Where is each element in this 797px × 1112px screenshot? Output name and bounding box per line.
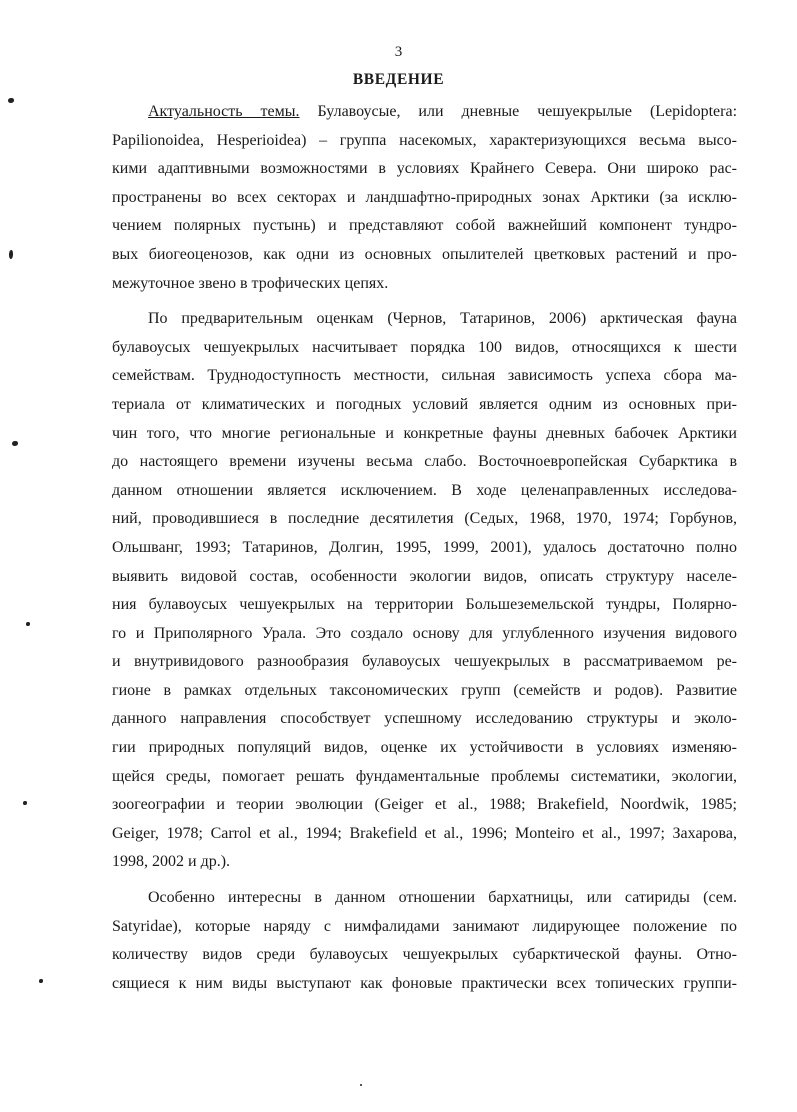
body-text <box>112 98 737 998</box>
paragraph-line: териала от климатических и погодных условий является одним из основных при- <box>112 395 737 413</box>
paragraph-line: Особенно интересны в данном отношении бархатницы, или сатириды (сем. <box>148 889 737 907</box>
paragraph-line: гионе в рамках отдельных таксономических групп (семейств и родов). Развитие <box>112 681 737 699</box>
paragraph-line: Geiger, 1978; Carrol et al., 1994; Brakefield et al., 1996; Monteiro et al., 1997; Захарова, <box>112 824 737 842</box>
paragraph-line: сящиеся к ним виды выступают как фоновые практически всех топических группи- <box>112 974 737 992</box>
topic-label: Актуальность темы. <box>148 103 300 120</box>
scan-mark <box>8 98 14 103</box>
paragraph-line: По предварительным оценкам (Чернов, Татаринов, 2006) арктическая фауна <box>148 310 737 328</box>
paragraph-line: Papilionoidea, Hesperioidea) – группа насекомых, характеризующихся весьма высо- <box>112 131 737 149</box>
paragraph-line: Актуальность темы. Булавоусые, или дневные чешуекрылые (Lepidoptera: <box>148 103 738 120</box>
scan-dot <box>360 1084 362 1086</box>
paragraph-line: булавоусых чешуекрылых насчитывает порядка 100 видов, относящихся к шести <box>112 338 737 356</box>
paragraph-line: количеству видов среди булавоусых чешуекрылых субарктической фауны. Отно- <box>112 946 737 964</box>
paragraph-line: зоогеографии и теории эволюции (Geiger et al., 1988; Brakefield, Noordwik, 1985; <box>112 796 737 814</box>
scan-mark <box>9 250 13 259</box>
scan-mark <box>12 441 18 446</box>
paragraph-line: и внутривидового разнообразия булавоусых чешуекрылых в рассматриваемом ре- <box>112 653 737 671</box>
paragraph-line: межуточное звено в трофических цепях. <box>112 274 389 292</box>
paragraph-line: ния булавоусых чешуекрылых на территории Большеземельской тундры, Полярно- <box>112 596 737 614</box>
paragraph-1 <box>112 98 737 298</box>
paragraph-line: пространены во всех секторах и ландшафтно-природных зонах Арктики (за исклю- <box>112 188 737 206</box>
scan-mark <box>39 979 43 983</box>
paragraph-line: щейся среды, помогает решать фундаментальные проблемы систематики, экологии, <box>112 767 737 785</box>
scan-mark <box>26 622 30 626</box>
paragraph-line: данном отношении является исключением. В ходе целенаправленных исследова- <box>112 481 737 499</box>
paragraph-3 <box>112 884 737 998</box>
paragraph-line: Satyridae), которые наряду с нимфалидами занимают лидирующее положение по <box>112 917 737 935</box>
paragraph-line: гии природных популяций видов, оценке их устойчивости в условиях изменяю- <box>112 739 737 757</box>
section-heading: ВВЕДЕНИЕ <box>352 71 445 88</box>
scan-mark <box>23 801 27 805</box>
paragraph-line: семействам. Труднодоступность местности, сильная зависимость успеха сбора ма- <box>112 367 737 385</box>
paragraph-line: выявить видовой состав, особенности экологии видов, описать структуру населе- <box>112 567 737 585</box>
paragraph-line: ний, проводившиеся в последние десятилетия (Седых, 1968, 1970, 1974; Горбунов, <box>112 510 737 528</box>
paragraph-line: чением полярных пустынь) и представляют собой важнейший компонент тундро- <box>112 217 737 235</box>
paragraph-line: го и Приполярного Урала. Это создало основу для углубленного изучения видового <box>112 624 737 642</box>
paragraph-line: чин того, что многие региональные и конкретные фауны дневных бабочек Арктики <box>112 424 737 442</box>
paragraph-line: вых биогеоценозов, как одни из основных опылителей цветковых растений и про- <box>112 245 737 263</box>
paragraph-line: кими адаптивными возможностями в условиях Крайнего Севера. Они широко рас- <box>112 160 737 178</box>
page-number: 3 <box>394 44 403 60</box>
paragraph-line: 1998, 2002 и др.). <box>112 853 231 871</box>
paragraph-line: Ольшванг, 1993; Татаринов, Долгин, 1995, 1999, 2001), удалось достаточно полно <box>112 538 737 556</box>
paragraph-line: до настоящего времени изучены весьма слабо. Восточноевропейская Субарктика в <box>112 453 737 471</box>
paragraph-2 <box>112 305 737 877</box>
paragraph-line: данного направления способствует успешному исследованию структуры и эколо- <box>112 710 737 728</box>
